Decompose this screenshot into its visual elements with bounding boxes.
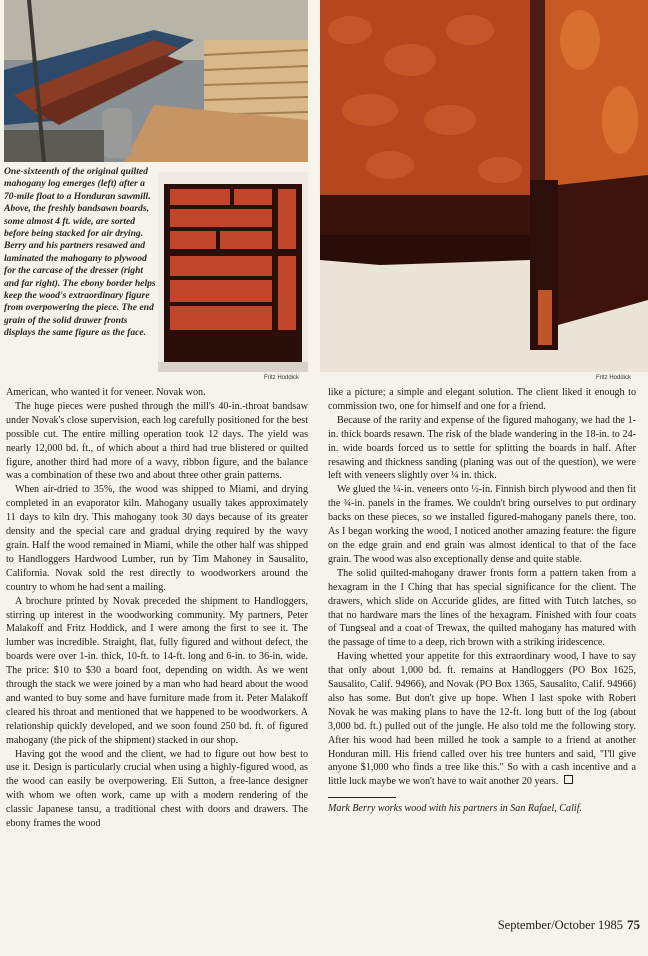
paragraph: We glued the ¼-in. veneers onto ½-in. Finnish birch plywood and then fit the ¾-in. panels in the frames. We couldn't bring ourselves to put ordinary backs on these pieces, so we installed figured-mahogany panels there, too. As I began working the wood, I noticed another amazing feature: the figure on the edge grain and end grain was almost identical to that of the face grain. The wood was also exceptionally dense and quite stable.: [328, 484, 636, 565]
end-mark-icon: [564, 775, 573, 784]
article-column-1: [6, 386, 308, 831]
page-footer: [498, 917, 640, 933]
paragraph: When air-dried to 35%, the wood was shipped to Miami, and drying completed in an evaporator kiln. Mahogany usually takes approximately 11 days to kiln dry. This mahogany took 30 days because of its greater density and the special care and gradual drying required by the wavy grain. Half the wood remained in Miami, while the other half was shipped to Handloggers Hardwood Lumber, run by Tim Mahoney in Sausalito, California. Novak sold the rest directly to woodworkers around the country to whom he had sent a mailing.: [6, 484, 308, 593]
paragraph: Because of the rarity and expense of the figured mahogany, we had the 1-in. thick boards resawn. The risk of the blade wandering in the 18-in. to 24-in. wide boards forced us to settle for splitting the boards in half. After resawing and thickness sanding (planing was out of the question), we were left with veneers slightly over ¼ in. thick.: [328, 414, 636, 482]
dresser-corner-detail-photo: [320, 0, 648, 372]
issue-date: September/October 1985: [497, 918, 623, 932]
paragraph-text: Having whetted your appetite for this extraordinary wood, I have to say that only about 1,000 bd. ft. remains at Handloggers (PO Box 1625, Sausalito, Calif. 94966), and Novak (PO Box 1365, Sausalito, Calif. 94966) also has some. But don't give up hope. When I last spoke with Robert Novak he was making plans to have the 12-ft. long butt of the log (about 3,000 bd. ft.) pulled out of the jungle. He also told me the following story. After his wood had been milled he took a sample to a friend at another Honduran mill. His friend called over his tree hunters and said, "I'll give anyone $1,000 who finds a tree like this." So with a cash incentive and a little luck maybe we won't have to wait another 20 years.: [328, 651, 636, 788]
paragraph: Having got the wood and the client, we had to figure out how best to use it. Design is particularly crucial when using a highly-figured wood, as the wood can easily be overpowering. Eli Sutton, a free-lance designer with whom we often work, came up with a modern rendering of the classic Japanese tansu, a traditional chest with doors and drawers. The ebony frames the wood: [6, 748, 308, 830]
bio-divider: [328, 797, 396, 798]
photo-credit-right: Fritz Hoddick: [596, 375, 632, 381]
sawmill-photo: [4, 0, 308, 162]
paragraph: The solid quilted-mahogany drawer fronts form a pattern taken from a hexagram in the I Ching that has special significance for the client. The drawers, which slide on Accuride glides, are fitted with Tutch latches, so that no hardware mars the lines of the hexagram. Finished with four coats of Tungseal and a coat of Trewax, the quilted mahogany has matured with the passage of time to a deep, rich brown with a striking iridescence.: [328, 567, 636, 649]
photo-credit-left: Fritz Hoddick: [264, 375, 300, 381]
author-bio: Mark Berry works wood with his partners in San Rafael, Calif.: [328, 803, 583, 815]
paragraph: like a picture; a simple and elegant solution. The client liked it enough to commission two, one for himself and one for a friend.: [328, 387, 636, 412]
page-number: 75: [627, 917, 640, 932]
paragraph: The huge pieces were pushed through the mill's 40-in.-throat bandsaw under Novak's close supervision, each log carefully positioned for the best possible cut. The entire milling operation took 12 days. The yield was nearly 12,000 bd. ft., of which about a third had true blistered or quilted figure, another third had more of a wavy, ribbon figure, and the balance was a combination of these two and about three other grain patterns.: [6, 400, 308, 482]
article-column-2: [328, 386, 636, 816]
dresser-photo: [158, 172, 308, 372]
paragraph: [328, 650, 636, 789]
paragraph: American, who wanted it for veneer. Novak won.: [6, 387, 206, 398]
photo-caption: One-sixteenth of the original quilted mahogany log emerges (left) after a 70-mile float to a Honduran sawmill. Above, the freshly bandsawn boards, some almost 4 ft. wide, are sorted before being stacked for air drying. Berry and his partners resawed and laminated the mahogany to plywood for the carcase of the dresser (right and far right). The ebony border helps keep the wood's extraordinary figure from overpowering the piece. The end grain of the solid drawer fronts displays the same figure as the face.: [4, 166, 156, 339]
paragraph: A brochure printed by Novak preceded the shipment to Handloggers, stirring up interest in the woodworking community. My partners, Peter Malakoff and Fritz Hoddick, and I were among the first to see it. The lumber was incredible. Straight, flat, fully figured and without defect, the boards were over 1-in. thick, 10-ft. to 14-ft. long and 6-in. to 36-in. wide. The price: $10 to $30 a board foot, depending on width. As we went through the stack we were joined by a man who had heard about the wood and wanted to buy some and have furniture made from it. Peter Malakoff cleared his throat and mentioned that we happened to be woodworkers. A relationship quickly developed, and we soon found 250 bd. ft. of figured mahogany (the pick of the shipment) stacked in our shop.: [6, 595, 308, 746]
